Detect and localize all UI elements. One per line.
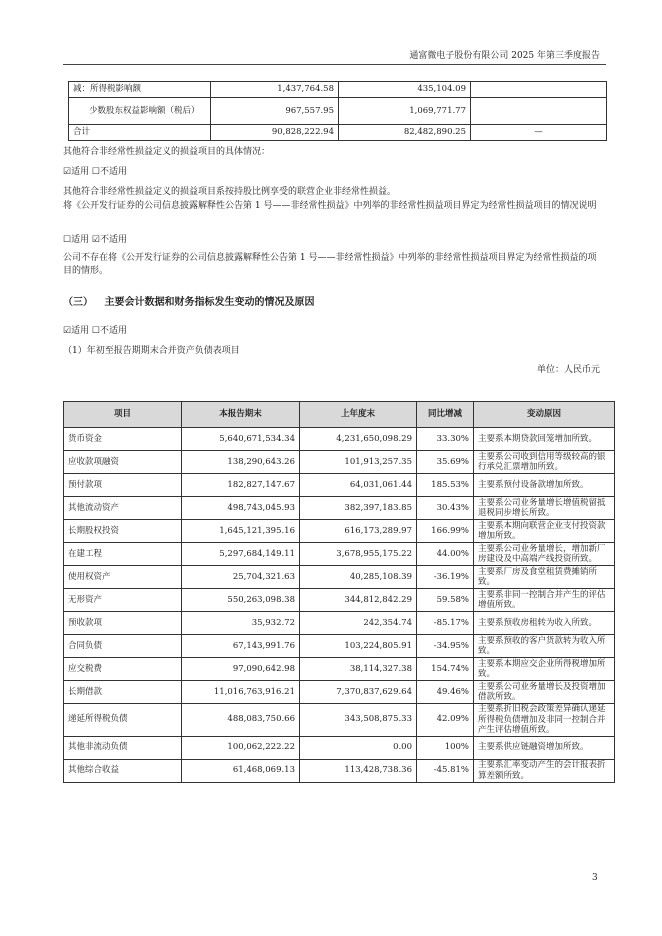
table-cell: 预付款项 (64, 474, 182, 497)
section-heading (63, 296, 314, 309)
table-cell: 100% (417, 736, 474, 759)
table-row (69, 125, 607, 141)
table-cell: 1,645,121,395.16 (182, 520, 300, 543)
table-cell: 主要系本期应交企业所得税增加所致。 (474, 658, 615, 681)
table-cell: 合同负债 (64, 635, 182, 658)
table-cell: 应收款项融资 (64, 451, 182, 474)
table-cell: 主要系预收的客户货款转为收入所致。 (474, 635, 615, 658)
table-row (64, 497, 615, 520)
table-cell: 101,913,257.35 (300, 451, 417, 474)
balance-sheet-changes-table (63, 401, 615, 783)
table-cell: 货币资金 (64, 428, 182, 451)
table-cell: 主要系厂房及食堂租赁费摊销所致。 (474, 566, 615, 589)
table-row (64, 612, 615, 635)
table-cell: 合计 (69, 125, 211, 141)
table-cell: 35.69% (417, 451, 474, 474)
table-row (64, 451, 615, 474)
table-cell: — (471, 125, 607, 141)
table-row (64, 704, 615, 737)
table-cell: 在建工程 (64, 543, 182, 566)
sub-heading: （1）年初至报告期期末合并资产负债表项目 (63, 346, 240, 356)
table-cell: 预收款项 (64, 612, 182, 635)
applicability-checkbox-3: ☑适用 ☐不适用 (63, 326, 127, 336)
table-cell: 166.99% (417, 520, 474, 543)
table-cell: 主要系本期向联营企业支付投资款增加所致。 (474, 520, 615, 543)
table-cell: 长期借款 (64, 681, 182, 704)
applicability-checkbox-2: ☐适用 ☑不适用 (63, 235, 127, 245)
table-cell: 242,354.74 (300, 612, 417, 635)
table-cell: 435,104.09 (339, 82, 471, 98)
table-cell: 主要系预付设备款增加所致。 (474, 474, 615, 497)
table-cell: 64,031,061.44 (300, 474, 417, 497)
table-row (69, 82, 607, 98)
column-header: 同比增减 (417, 402, 474, 428)
table-cell: 主要系公司业务量增长，增加新厂房建设及中高端产线投资所致。 (474, 543, 615, 566)
paragraph: 公司不存在将《公开发行证券的公司信息披露解释性公告第 1 号——非经常性损益》中列举的非经常性损益项目界定为经常性损益的项目的情形。 (63, 253, 597, 276)
table-cell: -36.19% (417, 566, 474, 589)
table-cell: 550,263,098.38 (182, 589, 300, 612)
section-title: 主要会计数据和财务指标发生变动的情况及原因 (104, 297, 315, 308)
table-cell: 90,828,222.94 (211, 125, 339, 141)
table-cell: 40,285,108.39 (300, 566, 417, 589)
table-cell: 递延所得税负债 (64, 704, 182, 737)
table-cell: 616,173,289.97 (300, 520, 417, 543)
column-header: 变动原因 (474, 402, 615, 428)
table-cell: 3,678,955,175.22 (300, 543, 417, 566)
table-row (64, 736, 615, 759)
table-cell: 344,812,842.29 (300, 589, 417, 612)
table-cell: 主要系供应链融资增加所致。 (474, 736, 615, 759)
table-cell: 5,297,684,149.11 (182, 543, 300, 566)
table-cell: 使用权资产 (64, 566, 182, 589)
table-cell: -85.17% (417, 612, 474, 635)
table-cell: 长期股权投资 (64, 520, 182, 543)
table-cell: 11,016,763,916.21 (182, 681, 300, 704)
table-cell: 67,143,991.76 (182, 635, 300, 658)
table-cell: 应交税费 (64, 658, 182, 681)
non-recurring-items-table (68, 81, 607, 141)
table-cell: 0.00 (300, 736, 417, 759)
table-cell: 主要系本期贷款回笼增加所致。 (474, 428, 615, 451)
table-row (64, 543, 615, 566)
table-cell: 减：所得税影响额 (69, 82, 211, 98)
table-row (69, 98, 607, 125)
table-cell: 38,114,327.38 (300, 658, 417, 681)
page-number: 3 (592, 873, 598, 883)
table-cell: 82,482,890.25 (339, 125, 471, 141)
table-cell: 154.74% (417, 658, 474, 681)
column-header: 本报告期末 (182, 402, 300, 428)
table-cell: 382,397,183.85 (300, 497, 417, 520)
table-cell: 主要系非同一控制合并产生的评估增值所致。 (474, 589, 615, 612)
table-header-row (64, 402, 615, 428)
table-cell: 主要系折旧税会政策差异确认递延所得税负债增加及非同一控制合并产生评估增值所致。 (474, 704, 615, 737)
table-cell: 主要系公司收到信用等级较高的银行承兑汇票增加所致。 (474, 451, 615, 474)
table-cell: 无形资产 (64, 589, 182, 612)
unit-label: 单位：人民币元 (536, 365, 600, 375)
table-cell: 343,508,875.33 (300, 704, 417, 737)
table-cell: 主要系公司业务量增长增值税留抵退税同步增长所致。 (474, 497, 615, 520)
table-row (64, 589, 615, 612)
table-row (64, 428, 615, 451)
table-cell (471, 82, 607, 98)
table-cell: 4,231,650,098.29 (300, 428, 417, 451)
table-row (64, 658, 615, 681)
table-cell: 主要系预收房租转为收入所致。 (474, 612, 615, 635)
table-cell: 61,468,069.13 (182, 759, 300, 782)
paragraph: 其他符合非经常性损益定义的损益项目系按持股比例享受的联营企业非经常性损益。 (63, 187, 397, 197)
table-cell: 59.58% (417, 589, 474, 612)
table-cell: 25,704,321.63 (182, 566, 300, 589)
table-row (64, 759, 615, 782)
table-cell: -45.81% (417, 759, 474, 782)
table-cell (471, 98, 607, 125)
table-cell: 30.43% (417, 497, 474, 520)
table-cell: 498,743,045.93 (182, 497, 300, 520)
table-cell: 其他非流动负债 (64, 736, 182, 759)
table-cell: 488,083,750.66 (182, 704, 300, 737)
table-cell: 1,437,764.58 (211, 82, 339, 98)
table-row (64, 635, 615, 658)
table-cell: 182,827,147.67 (182, 474, 300, 497)
page-header-title: 通富微电子股份有限公司 2025 年第三季度报告 (409, 51, 600, 61)
header-divider (63, 64, 606, 65)
table-cell: 主要系公司业务量增长及投资增加借款所致。 (474, 681, 615, 704)
table-cell: 33.30% (417, 428, 474, 451)
table-cell: -34.95% (417, 635, 474, 658)
table-cell: 7,370,837,629.64 (300, 681, 417, 704)
table-row (64, 520, 615, 543)
table-cell: 100,062,222.22 (182, 736, 300, 759)
column-header: 上年度末 (300, 402, 417, 428)
table-cell: 49.46% (417, 681, 474, 704)
table-cell: 35,932.72 (182, 612, 300, 635)
table-cell: 103,224,805.91 (300, 635, 417, 658)
section-number: （三） (63, 297, 93, 308)
table-cell: 1,069,771.77 (339, 98, 471, 125)
table-row (64, 474, 615, 497)
table-cell: 967,557.95 (211, 98, 339, 125)
table-cell: 其他流动资产 (64, 497, 182, 520)
table-cell: 少数股东权益影响额（税后） (69, 98, 211, 125)
applicability-checkbox-1: ☑适用 ☐不适用 (63, 167, 127, 177)
table-cell: 185.53% (417, 474, 474, 497)
table-cell: 42.09% (417, 704, 474, 737)
table-cell: 其他综合收益 (64, 759, 182, 782)
table-cell: 44.00% (417, 543, 474, 566)
table-row (64, 681, 615, 704)
column-header: 项目 (64, 402, 182, 428)
table-cell: 113,428,738.36 (300, 759, 417, 782)
paragraph: 其他符合非经常性损益定义的损益项目的具体情况： (63, 147, 271, 157)
table-cell: 97,090,642.98 (182, 658, 300, 681)
table-cell: 主要系汇率变动产生的会计报表折算差额所致。 (474, 759, 615, 782)
table-row (64, 566, 615, 589)
table-cell: 138,290,643.26 (182, 451, 300, 474)
table-cell: 5,640,671,534.34 (182, 428, 300, 451)
paragraph: 将《公开发行证券的公司信息披露解释性公告第 1 号——非经常性损益》中列举的非经常性损益项目界定为经常性损益项目的情况说明 (63, 201, 597, 211)
